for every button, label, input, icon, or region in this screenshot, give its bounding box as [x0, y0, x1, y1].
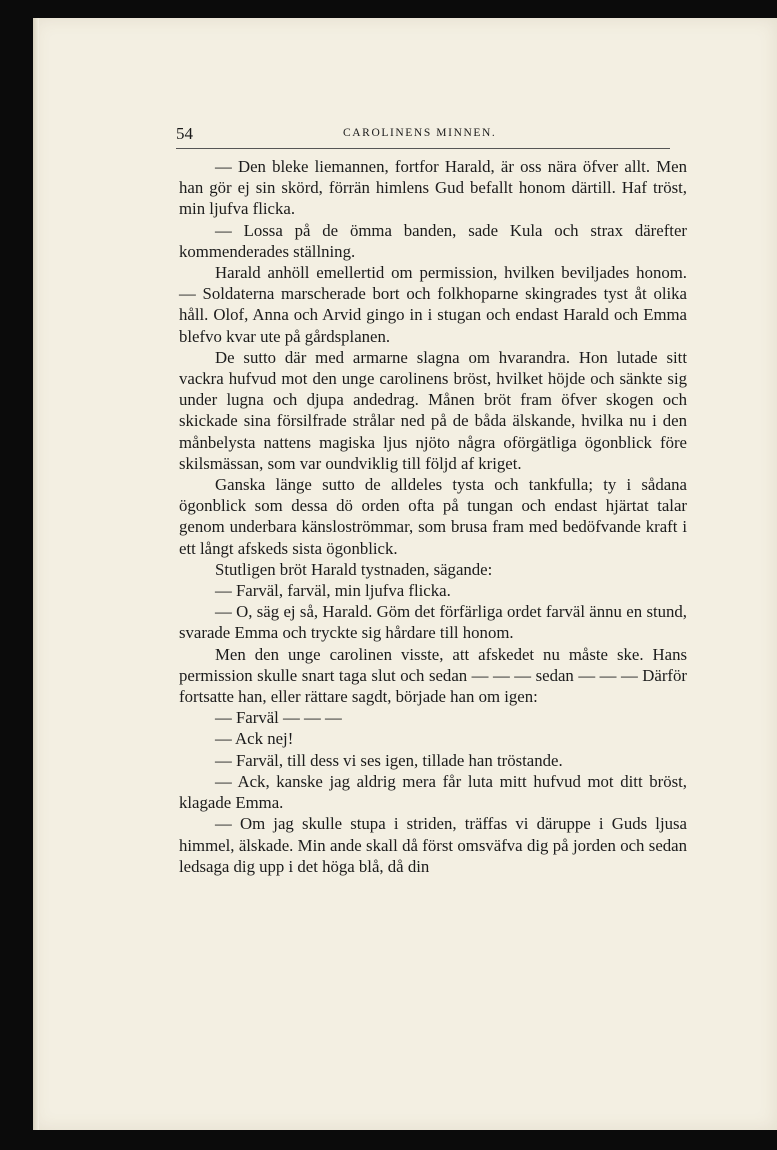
running-title: CAROLINENS MINNEN.	[343, 127, 497, 139]
header-rule	[176, 148, 670, 149]
paragraph: — Ack nej!	[215, 729, 294, 749]
paragraph: De sutto där med armarne slagna om hvarandra. Hon lutade sitt vackra hufvud mot den unge carolinens bröst, hvilket höjde och sänkte sig under lugna och djupa andedrag. Månen bröt fram öfver skogen och skickade sina försilfrade strålar ned på de båda älskande, hvilka nu i den månbelysta nattens magiska ljus njöto några oförgätliga ögonblick före skilsmässan, som var oundviklig till följd af kriget.	[179, 347, 687, 473]
paragraph: — Farväl, till dess vi ses igen, tillade han tröstande.	[215, 750, 563, 770]
paragraph: — Farväl — — —	[215, 708, 342, 728]
body-text	[179, 156, 687, 877]
paragraph: Harald anhöll emellertid om permission, hvilken beviljades honom. — Soldaterna marscherade bort och folkhoparne skingrades tyst åt olika håll. Olof, Anna och Arvid gingo in i stugan och endast Harald och Emma blefvo kvar ute på gårdsplanen.	[179, 263, 687, 346]
paragraph: — Om jag skulle stupa i striden, träffas vi däruppe i Guds ljusa himmel, älskade. Min ande skall då först omsväfva dig på jorden och sedan ledsaga dig upp i det höga blå, då din	[179, 814, 687, 876]
paragraph: Stutligen bröt Harald tystnaden, sägande:	[215, 559, 493, 579]
paragraph: — Den bleke liemannen, fortfor Harald, är oss nära öfver allt. Men han gör ej sin skörd, förrän himlens Gud befallt honom därtill. Haf tröst, min ljufva flicka.	[179, 157, 687, 219]
paragraph: Ganska länge sutto de alldeles tysta och tankfulla; ty i sådana ögonblick som dessa dö orden ofta på tungan och endast hjärtat talar genom underbara känsloströmmar, som brusa fram med bedöfvande kraft i ett långt afskeds sista ögonblick.	[179, 475, 687, 558]
page-number: 54	[176, 124, 193, 143]
running-head	[176, 124, 670, 148]
paragraph: — Lossa på de ömma banden, sade Kula och strax därefter kommenderades ställning.	[179, 220, 687, 261]
paragraph: — Farväl, farväl, min ljufva flicka.	[215, 581, 451, 601]
page-gutter-edge	[33, 18, 39, 1130]
paragraph: Men den unge carolinen visste, att afskedet nu måste ske. Hans permission skulle snart taga slut och sedan — — — sedan — — — Därför fortsatte han, eller rättare sagdt, började han om igen:	[179, 644, 687, 707]
paragraph: — Ack, kanske jag aldrig mera får luta mitt hufvud mot ditt bröst, klagade Emma.	[179, 771, 687, 813]
paragraph: — O, säg ej så, Harald. Göm det förfärliga ordet farväl ännu en stund, svarade Emma och tryckte sig hårdare till honom.	[179, 602, 687, 643]
